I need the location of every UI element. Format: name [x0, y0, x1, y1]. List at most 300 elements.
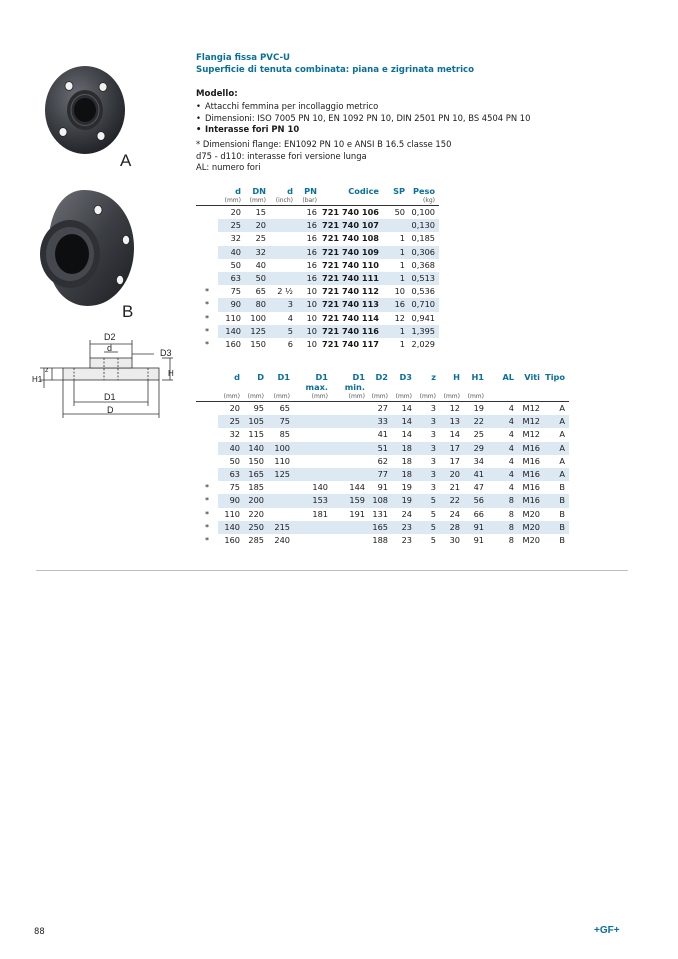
table-cell: M16	[518, 468, 544, 481]
table-cell	[270, 232, 297, 245]
table-cell: 23	[392, 521, 416, 534]
table-row	[196, 468, 569, 481]
table-cell: 77	[369, 468, 392, 481]
table-cell: 721 740 108	[322, 233, 379, 244]
table-row	[196, 338, 439, 351]
table-cell: 721 740 116	[321, 325, 383, 338]
table-cell: 10	[306, 339, 317, 350]
table-cell: 100	[268, 442, 294, 455]
table-cell: 140	[312, 482, 328, 493]
table-cell: 110	[225, 312, 241, 323]
table-cell: 165	[369, 521, 392, 534]
table-cell: 22	[464, 415, 488, 428]
row-marker	[196, 468, 218, 481]
col-unit	[488, 392, 518, 402]
table-cell: A	[544, 415, 569, 428]
table-cell: 12	[394, 312, 405, 323]
col-header: D1	[315, 372, 328, 382]
table-cell: 16	[297, 272, 321, 285]
table-cell: 159	[332, 494, 369, 507]
table-cell: 28	[440, 521, 464, 534]
title-line-1: Flangia fissa PVC-U	[196, 53, 291, 63]
table-cell: 5	[416, 494, 440, 507]
row-marker: *	[204, 508, 210, 519]
row-marker	[196, 232, 218, 245]
table-header-row	[196, 372, 569, 382]
table-row	[196, 285, 439, 298]
table-cell	[294, 415, 332, 428]
table-row	[196, 246, 439, 259]
col-unit: (mm)	[223, 393, 240, 400]
table-row	[196, 402, 569, 416]
col-unit: (kg)	[423, 197, 435, 204]
table-cell: 75	[230, 286, 241, 297]
table-row	[196, 415, 569, 428]
col-header-line-2	[268, 382, 294, 392]
table-cell: 4	[488, 415, 518, 428]
label-d: d	[107, 343, 113, 353]
col-header: Codice	[348, 186, 379, 196]
row-marker: *	[204, 312, 210, 323]
table-cell: M16	[518, 442, 544, 455]
table-cell: M12	[518, 415, 544, 428]
table-cell: 29	[464, 442, 488, 455]
col-header: PN	[304, 186, 317, 196]
note-line: AL: numero fori	[196, 162, 261, 173]
row-marker	[196, 272, 218, 285]
table-cell: 80	[245, 298, 270, 311]
table-unit-row	[196, 196, 439, 206]
table-cell: 63	[218, 468, 244, 481]
table-cell: 3	[416, 402, 440, 416]
table-cell: 41	[377, 429, 388, 440]
table-cell	[294, 534, 332, 547]
table-row	[196, 428, 569, 441]
col-header-line-2	[518, 382, 544, 392]
table-cell: 10	[297, 298, 321, 311]
table-cell	[270, 219, 297, 232]
notes	[196, 139, 451, 174]
table-cell: 1	[399, 259, 405, 270]
table-unit-row	[196, 392, 569, 402]
table-cell: 34	[473, 455, 484, 466]
table-cell: 25	[255, 233, 266, 244]
table-cell: 721 740 112	[322, 286, 379, 297]
table-cell: 0,710	[409, 298, 439, 311]
table-row	[196, 521, 569, 534]
dimensions-table	[196, 372, 569, 547]
table-cell: 50	[383, 206, 409, 220]
flange-dimension-diagram	[30, 330, 180, 420]
col-unit: (mm)	[247, 393, 264, 400]
table-cell: 30	[449, 535, 460, 546]
table-cell: A	[559, 429, 565, 440]
table-cell: 85	[279, 429, 290, 440]
table-cell: 3	[416, 468, 440, 481]
table-cell	[268, 481, 294, 494]
row-marker	[196, 219, 218, 232]
table-cell: 10	[306, 312, 317, 323]
table-cell: M12	[522, 429, 540, 440]
col-unit: (mm)	[467, 393, 484, 400]
table-cell: 240	[274, 535, 290, 546]
table-cell: B	[559, 482, 565, 493]
table-cell: A	[559, 455, 565, 466]
product-title	[196, 52, 474, 76]
note-line: * Dimensioni flange: EN1092 PN 10 e ANSI B 16.5 classe 150	[196, 139, 452, 149]
table-cell	[383, 219, 409, 232]
table-row	[196, 481, 569, 494]
table-cell: 0,941	[411, 312, 435, 323]
row-marker: *	[204, 482, 210, 493]
col-header: H1	[471, 372, 484, 382]
table-cell	[332, 521, 369, 534]
table-cell: 19	[464, 402, 488, 416]
row-marker: *	[204, 339, 210, 350]
table-cell: 220	[248, 508, 264, 519]
table-cell: 105	[244, 415, 268, 428]
table-cell	[294, 455, 332, 468]
table-cell	[332, 468, 369, 481]
table-row	[196, 455, 569, 468]
table-cell: 33	[369, 415, 392, 428]
table-cell: 150	[250, 339, 266, 350]
table-cell: 75	[268, 415, 294, 428]
table-cell: 66	[473, 508, 484, 519]
col-header: AL	[502, 372, 514, 382]
col-unit	[518, 392, 544, 402]
table-cell: 200	[244, 494, 268, 507]
table-cell: 16	[383, 298, 409, 311]
col-header-line-2: max.	[305, 382, 328, 392]
col-unit: (mm)	[395, 393, 412, 400]
table-cell: M16	[518, 494, 544, 507]
model-heading: Modello:	[196, 89, 238, 99]
table-cell: 13	[440, 415, 464, 428]
title-line-2: Superficie di tenuta combinata: piana e zigrinata metrico	[196, 65, 475, 75]
table-row	[196, 508, 569, 521]
table-cell: 140	[218, 521, 244, 534]
table-cell: 100	[250, 312, 266, 323]
table-cell: 18	[401, 455, 412, 466]
table-cell: 10	[297, 325, 321, 338]
table-cell: 1	[383, 272, 409, 285]
table-cell	[294, 442, 332, 455]
table-cell: 721 740 109	[321, 246, 383, 259]
table-cell	[294, 521, 332, 534]
table-header-row	[196, 186, 439, 196]
table-cell: M16	[522, 455, 540, 466]
table-header-row-2	[196, 382, 569, 392]
table-cell: 8	[488, 521, 518, 534]
col-header: d	[234, 372, 240, 382]
table-row	[196, 442, 569, 455]
row-marker: *	[204, 521, 210, 532]
col-unit: (mm)	[348, 393, 365, 400]
table-cell: 20	[218, 206, 245, 220]
col-header-line-2	[544, 382, 569, 392]
section-divider	[36, 570, 628, 571]
table-cell: 14	[392, 402, 416, 416]
col-unit: (mm)	[273, 393, 290, 400]
table-cell: 0,185	[411, 233, 435, 244]
table-cell: 250	[244, 521, 268, 534]
col-unit: (bar)	[302, 197, 317, 204]
table-cell: 16	[297, 219, 321, 232]
table-cell: 3	[430, 429, 436, 440]
col-unit: (mm)	[443, 393, 460, 400]
col-unit: (mm)	[249, 197, 266, 204]
table-cell: 8	[508, 535, 514, 546]
table-row	[196, 219, 439, 232]
flange-image-a	[45, 60, 131, 166]
table-cell: 65	[268, 402, 294, 416]
table-cell: 20	[245, 219, 270, 232]
row-marker	[196, 246, 218, 259]
table-cell: 24	[401, 508, 412, 519]
table-cell: 32	[245, 246, 270, 259]
table-cell: 5	[270, 325, 297, 338]
table-cell	[294, 402, 332, 416]
row-marker	[196, 428, 218, 441]
table-cell: 8	[488, 494, 518, 507]
col-header: D1	[277, 372, 290, 382]
table-cell: 32	[230, 233, 241, 244]
table-cell: 56	[464, 494, 488, 507]
table-cell: M12	[518, 402, 544, 416]
table-row	[196, 325, 439, 338]
table-cell: 0,536	[411, 286, 435, 297]
table-cell: A	[544, 468, 569, 481]
row-marker: *	[204, 299, 210, 310]
table-cell: 185	[248, 482, 264, 493]
label-h: H	[168, 369, 174, 378]
table-cell: 3	[416, 442, 440, 455]
table-cell: 19	[401, 482, 412, 493]
table-cell: 95	[244, 402, 268, 416]
table-cell: 215	[268, 521, 294, 534]
table-cell	[332, 428, 369, 441]
col-unit: (inch)	[275, 197, 293, 204]
col-header: Viti	[524, 372, 540, 382]
col-unit	[321, 196, 383, 206]
col-header-line-2	[416, 382, 440, 392]
col-header-line-2: min.	[344, 382, 365, 392]
table-cell: 1	[399, 339, 405, 350]
table-cell: 47	[473, 482, 484, 493]
table-row	[196, 298, 439, 311]
col-header: DN	[252, 186, 266, 196]
table-cell: 0,368	[411, 259, 435, 270]
table-row	[196, 259, 439, 272]
table-cell: M20	[522, 508, 540, 519]
col-header: Tipo	[545, 372, 565, 382]
col-header: d	[235, 186, 241, 196]
note-line: d75 - d110: interasse fori versione lunga	[196, 150, 367, 161]
table-cell	[268, 508, 294, 521]
gf-logo: +GF+	[594, 925, 620, 936]
table-cell: 3	[430, 482, 436, 493]
feature-item: • Attacchi femmina per incollaggio metrico	[196, 101, 530, 113]
col-header: z	[431, 372, 436, 382]
table-cell: 90	[218, 494, 244, 507]
table-cell: 1,395	[409, 325, 439, 338]
col-header-line-2	[440, 382, 464, 392]
table-cell: A	[544, 442, 569, 455]
label-d-outer: D	[107, 405, 114, 415]
table-row	[196, 272, 439, 285]
col-header: D1	[352, 372, 365, 382]
table-cell: 20	[218, 402, 244, 416]
table-cell: 0,513	[409, 272, 439, 285]
table-cell: 125	[268, 468, 294, 481]
table-cell: 10	[306, 286, 317, 297]
table-cell: 2,029	[411, 339, 435, 350]
table-cell: 125	[245, 325, 270, 338]
col-header-line-2	[218, 382, 244, 392]
col-header: SP	[393, 186, 405, 196]
table-cell: 91	[464, 521, 488, 534]
col-unit	[383, 196, 409, 206]
table-cell: 3	[416, 415, 440, 428]
image-label-a: A	[120, 151, 132, 170]
flange-image-b	[36, 188, 136, 310]
table-cell: 4	[488, 468, 518, 481]
table-cell: 4	[488, 442, 518, 455]
col-header-line-2	[244, 382, 268, 392]
col-header-line-2	[488, 382, 518, 392]
table-cell: 1	[383, 325, 409, 338]
table-cell: 115	[248, 429, 264, 440]
table-cell: 140	[244, 442, 268, 455]
table-cell: 721 740 111	[321, 272, 383, 285]
table-cell: 19	[392, 494, 416, 507]
table-cell: B	[544, 494, 569, 507]
table-cell: B	[559, 508, 565, 519]
col-header-line-2	[392, 382, 416, 392]
label-d1: D1	[104, 392, 116, 402]
table-cell: B	[544, 521, 569, 534]
table-cell: 18	[392, 442, 416, 455]
row-marker	[196, 259, 218, 272]
table-cell: 160	[224, 535, 240, 546]
col-header: D2	[375, 372, 388, 382]
table-cell: 14	[449, 429, 460, 440]
label-h1: H1	[32, 375, 43, 384]
table-cell: 14	[392, 415, 416, 428]
row-marker	[196, 402, 218, 416]
col-header: H	[453, 372, 460, 382]
col-header-line-2	[464, 382, 488, 392]
table-cell: 150	[248, 455, 264, 466]
table-cell: 1	[383, 246, 409, 259]
table-cell: 16	[306, 233, 317, 244]
table-cell: 32	[229, 429, 240, 440]
label-d2: D2	[104, 332, 116, 342]
table-cell	[270, 259, 297, 272]
table-cell: 25	[218, 415, 244, 428]
col-unit: (mm)	[419, 393, 436, 400]
table-cell: 16	[297, 246, 321, 259]
table-cell: 110	[224, 508, 240, 519]
table-cell: 1	[399, 233, 405, 244]
row-marker	[196, 455, 218, 468]
feature-item: • Interasse fori PN 10	[196, 124, 530, 136]
table-cell	[268, 494, 294, 507]
row-marker: *	[204, 286, 210, 297]
codes-table	[196, 186, 439, 351]
table-cell: 63	[218, 272, 245, 285]
table-cell: 2 ½	[277, 286, 293, 297]
table-cell: M16	[522, 482, 540, 493]
table-cell: 21	[449, 482, 460, 493]
table-cell: 0,130	[409, 219, 439, 232]
row-marker	[196, 442, 218, 455]
table-cell: 40	[218, 442, 244, 455]
table-cell: 20	[440, 468, 464, 481]
table-cell: 4	[508, 482, 514, 493]
table-cell: 16	[297, 206, 321, 220]
col-header: D3	[399, 372, 412, 382]
table-cell: 153	[294, 494, 332, 507]
table-cell	[270, 272, 297, 285]
table-cell: 22	[440, 494, 464, 507]
table-cell: 5	[430, 535, 436, 546]
table-cell	[270, 206, 297, 220]
table-cell: 51	[369, 442, 392, 455]
table-cell: 181	[312, 508, 328, 519]
table-cell: 27	[369, 402, 392, 416]
table-row	[196, 312, 439, 325]
table-cell: 721 740 110	[322, 259, 379, 270]
col-header: d	[287, 186, 293, 196]
table-cell: 4	[488, 402, 518, 416]
label-z: z	[45, 367, 49, 374]
table-cell: 50	[229, 455, 240, 466]
table-cell: 10	[394, 286, 405, 297]
table-cell: 8	[508, 508, 514, 519]
table-cell: 23	[401, 535, 412, 546]
row-marker: *	[204, 325, 210, 336]
col-unit: (mm)	[224, 197, 241, 204]
table-cell: 0,100	[409, 206, 439, 220]
table-cell	[270, 246, 297, 259]
table-cell: 188	[372, 535, 388, 546]
table-cell: 24	[449, 508, 460, 519]
table-cell: 131	[372, 508, 388, 519]
table-cell: 40	[218, 246, 245, 259]
table-cell: 110	[274, 455, 290, 466]
table-cell	[332, 455, 369, 468]
table-cell: 285	[248, 535, 264, 546]
table-cell	[332, 415, 369, 428]
table-cell: 3	[270, 298, 297, 311]
table-cell: 90	[218, 298, 245, 311]
table-row	[196, 232, 439, 245]
table-cell: 91	[473, 535, 484, 546]
table-cell: 721 740 107	[321, 219, 383, 232]
table-cell: 25	[473, 429, 484, 440]
table-cell	[332, 534, 369, 547]
col-unit: (mm)	[371, 393, 388, 400]
table-cell: 65	[255, 286, 266, 297]
col-header-line-2	[369, 382, 392, 392]
table-cell: 50	[245, 272, 270, 285]
table-cell: 165	[244, 468, 268, 481]
table-cell: 144	[349, 482, 365, 493]
table-cell: 721 740 106	[321, 206, 383, 220]
dimensions-table-body	[196, 402, 569, 548]
